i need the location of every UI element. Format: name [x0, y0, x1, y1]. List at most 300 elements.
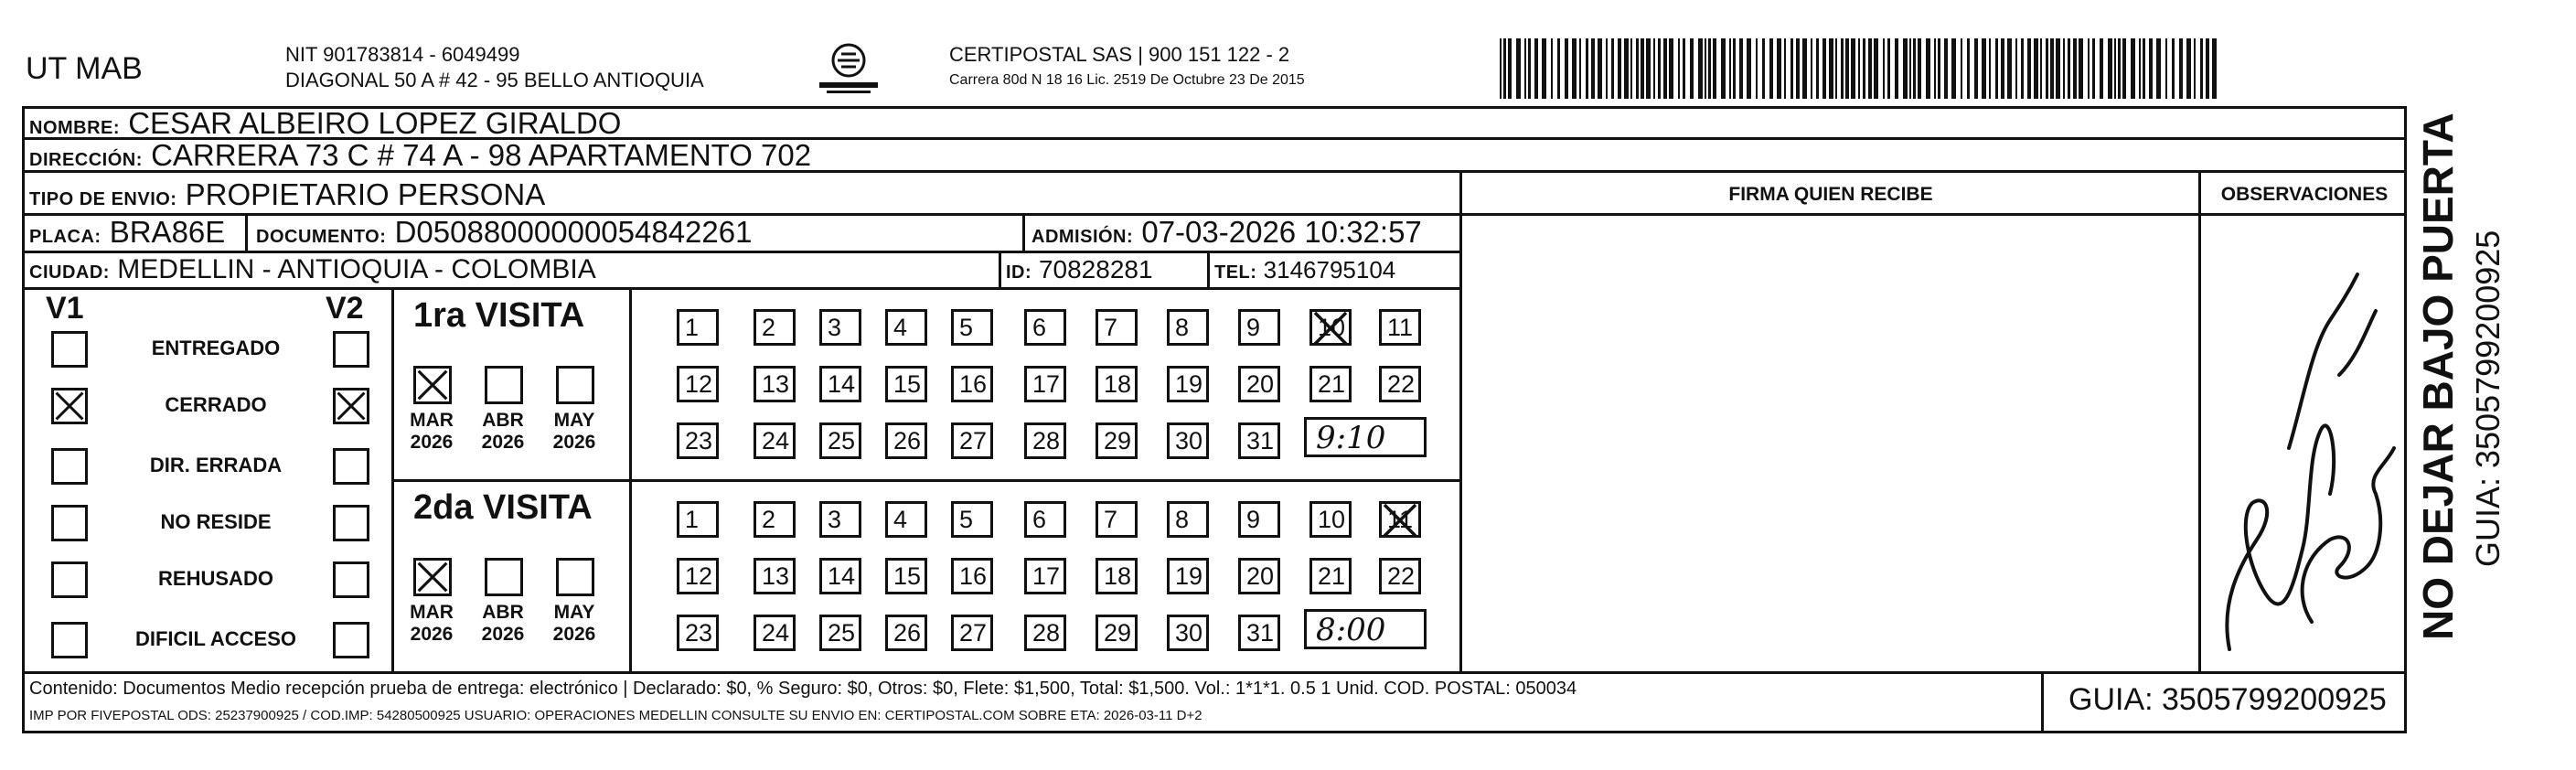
- day-number: 1: [685, 314, 700, 341]
- month-name: MAR: [410, 410, 454, 431]
- firma-column-header: FIRMA QUIEN RECIBE: [1728, 184, 1933, 205]
- day-number: 5: [959, 506, 974, 533]
- status-option-label: REHUSADO: [158, 567, 273, 590]
- barcode-bar: [1796, 38, 1800, 99]
- barcode-bar: [2027, 38, 2031, 99]
- month-name: MAR: [410, 602, 454, 623]
- barcode-bar: [1572, 38, 1577, 99]
- company-address: DIAGONAL 50 A # 42 - 95 BELLO ANTIOQUIA: [285, 69, 704, 91]
- visit-1-day-box[interactable]: [1167, 309, 1209, 346]
- visit-2-day-box[interactable]: [677, 501, 719, 538]
- visit-2-day-box[interactable]: [1096, 615, 1138, 651]
- visit-2-day-box[interactable]: [819, 615, 861, 651]
- barcode-bar: [1630, 38, 1632, 99]
- day-number: 31: [1246, 427, 1275, 455]
- day-number: 26: [893, 427, 922, 455]
- month-name: ABR: [482, 602, 524, 623]
- footer-impresion: IMP POR FIVEPOSTAL ODS: 25237900925 / COD.IMP: 54280500925 USUARIO: OPERACIONES MEDELLIN CONSULTE SU ENVIO EN: CERTIPOSTAL.COM SOBRE ETA: 2026-03-11 D+2: [29, 708, 1202, 723]
- day-number: 29: [1104, 427, 1132, 455]
- barcode-bar: [2079, 38, 2083, 99]
- day-number: 25: [828, 427, 856, 455]
- barcode-bar: [2165, 38, 2167, 99]
- barcode-bar: [2063, 38, 2065, 99]
- barcode-bar: [1951, 38, 1956, 99]
- barcode-bar: [2139, 38, 2141, 99]
- visit-1-day-box[interactable]: [1238, 309, 1280, 346]
- barcode-bar: [1816, 38, 1819, 99]
- barcode-bar: [2212, 38, 2217, 99]
- barcode-bar: [1669, 38, 1673, 99]
- visit-1-day-box[interactable]: [1379, 366, 1421, 402]
- barcode-bar: [1841, 38, 1844, 99]
- day-number: 17: [1032, 562, 1061, 590]
- v2-checkbox-2[interactable]: [333, 388, 369, 424]
- visit-1-day-box[interactable]: [1238, 366, 1280, 402]
- month-year: 2026: [552, 624, 596, 645]
- visit-time-handwritten: 9:10: [1316, 420, 1386, 456]
- visit-2-day-box[interactable]: [885, 615, 927, 651]
- direccion-value: CARRERA 73 C # 74 A - 98 APARTAMENTO 702: [151, 138, 812, 172]
- v1-checkbox-3[interactable]: [51, 448, 88, 485]
- visit-1-day-box[interactable]: [951, 309, 993, 346]
- visit-2-day-box[interactable]: [1379, 501, 1421, 538]
- day-number: 6: [1032, 314, 1047, 341]
- day-number: 9: [1246, 506, 1261, 533]
- visit-2-day-box[interactable]: [1096, 501, 1138, 538]
- barcode-bar: [2114, 38, 2116, 99]
- barcode-bar: [1646, 38, 1651, 99]
- day-number: 19: [1175, 562, 1203, 590]
- day-number: 2: [762, 314, 776, 341]
- visit-2-day-box[interactable]: [1309, 501, 1352, 538]
- barcode-bar: [1611, 38, 1614, 99]
- id-value: 70828281: [1038, 255, 1153, 283]
- side-warning-text: NO DEJAR BAJO PUERTA: [2414, 112, 2462, 640]
- field-ciudad: [29, 254, 596, 288]
- v1-checkbox-2[interactable]: [51, 388, 88, 424]
- barcode-bar: [2131, 38, 2135, 99]
- side-guia-block: [2469, 91, 2515, 567]
- barcode-bar: [2056, 38, 2060, 99]
- barcode-bar: [1995, 38, 1998, 99]
- visit-2-day-box[interactable]: [754, 558, 796, 594]
- visit-1-day-box[interactable]: [1096, 366, 1138, 402]
- visit-1-day-box[interactable]: [1096, 309, 1138, 346]
- carrier-name: CERTIPOSTAL SAS | 900 151 122 - 2: [949, 43, 1290, 66]
- day-number: 15: [893, 562, 922, 590]
- visit-1-month-label: [474, 410, 532, 454]
- day-number: 16: [959, 370, 988, 398]
- placa-value: BRA86E: [109, 215, 226, 249]
- visit-1-day-box[interactable]: [1024, 309, 1066, 346]
- certipostal-logo-icon: [812, 40, 885, 97]
- v2-checkbox-5[interactable]: [333, 561, 369, 598]
- visit-1-day-box[interactable]: [754, 422, 796, 459]
- barcode-bar: [2179, 38, 2183, 99]
- day-number: 10: [1318, 314, 1346, 341]
- tipo-label: TIPO DE ENVIO:: [29, 189, 177, 209]
- field-tipo: [29, 179, 545, 215]
- barcode-bar: [1811, 38, 1812, 99]
- visit-1-time-box[interactable]: [1304, 417, 1427, 457]
- visit-1-day-box[interactable]: [885, 309, 927, 346]
- barcode-bar: [2186, 38, 2191, 99]
- v1-checkbox-1[interactable]: [51, 331, 88, 368]
- visit-2-day-box[interactable]: [677, 558, 719, 594]
- barcode-bar: [2194, 38, 2196, 99]
- barcode-bar: [1733, 38, 1736, 99]
- barcode-bar: [1829, 38, 1833, 99]
- day-number: 23: [685, 619, 713, 647]
- visit-1-month-checkbox-2[interactable]: [485, 366, 523, 404]
- barcode-bar: [1598, 38, 1602, 99]
- barcode-bar: [2050, 38, 2054, 99]
- v1-checkbox-6[interactable]: [51, 622, 88, 658]
- visit-title-2: 2da VISITA: [413, 488, 593, 527]
- barcode-bar: [1961, 38, 1962, 99]
- month-year: 2026: [410, 432, 454, 453]
- visit-1-day-box[interactable]: [677, 309, 719, 346]
- visit-2-day-box[interactable]: [885, 501, 927, 538]
- visit-2-day-box[interactable]: [819, 558, 861, 594]
- day-number: 18: [1104, 370, 1132, 398]
- month-name: MAY: [553, 410, 595, 431]
- visit-2-month-checkbox-3[interactable]: [556, 558, 594, 596]
- barcode-bar: [1747, 38, 1751, 99]
- day-number: 24: [762, 427, 790, 455]
- status-option-label: NO RESIDE: [160, 510, 272, 533]
- signature-handwritten: [2202, 219, 2407, 668]
- day-number: 1: [685, 506, 700, 533]
- visit-1-day-box[interactable]: [1024, 366, 1066, 402]
- barcode-bar: [2108, 38, 2112, 99]
- nombre-value: CESAR ALBEIRO LOPEZ GIRALDO: [128, 106, 622, 140]
- v2-checkbox-4[interactable]: [333, 505, 369, 541]
- barcode-bar: [1913, 38, 1916, 99]
- visit-1-month-label: [402, 410, 461, 454]
- visit-1-day-box[interactable]: [951, 366, 993, 402]
- visit-2-day-box[interactable]: [951, 501, 993, 538]
- barcode-bar: [1851, 38, 1855, 99]
- visit-1-day-box[interactable]: [677, 366, 719, 402]
- day-number: 23: [685, 427, 713, 455]
- visit-1-day-box[interactable]: [819, 422, 861, 459]
- barcode-bar: [2088, 38, 2090, 99]
- v1-checkbox-5[interactable]: [51, 561, 88, 598]
- visit-2-day-box[interactable]: [1167, 615, 1209, 651]
- barcode-bar: [1542, 38, 1546, 99]
- day-number: 16: [959, 562, 988, 590]
- barcode-bar: [1618, 38, 1621, 99]
- visit-2-month-checkbox-1[interactable]: [413, 558, 452, 596]
- visit-1-day-box[interactable]: [677, 422, 719, 459]
- barcode-bar: [2118, 38, 2121, 99]
- field-tel: [1214, 254, 1395, 288]
- barcode-bar: [2068, 38, 2070, 99]
- day-number: 22: [1387, 370, 1416, 398]
- visit-1-day-box[interactable]: [885, 422, 927, 459]
- barcode-bar: [1729, 38, 1731, 99]
- visit-2-day-box[interactable]: [819, 501, 861, 538]
- nombre-label: NOMBRE:: [29, 118, 121, 138]
- barcode-bar: [1868, 38, 1872, 99]
- barcode-bar: [1641, 38, 1644, 99]
- barcode-bar: [1895, 38, 1898, 99]
- barcode-bar: [2149, 38, 2153, 99]
- field-documento: [256, 217, 752, 252]
- visit-2-day-box[interactable]: [1167, 501, 1209, 538]
- visit-1-month-checkbox-3[interactable]: [556, 366, 594, 404]
- day-number: 25: [828, 619, 856, 647]
- day-number: 7: [1104, 506, 1118, 533]
- barcode-bar: [1721, 38, 1726, 99]
- direccion-label: DIRECCIÓN:: [29, 150, 143, 170]
- barcode-bar: [1974, 38, 1978, 99]
- day-number: 19: [1175, 370, 1203, 398]
- barcode-bar: [1503, 38, 1506, 99]
- visit-2-day-box[interactable]: [951, 615, 993, 651]
- day-number: 5: [959, 314, 974, 341]
- visit-2-day-box[interactable]: [1309, 558, 1352, 594]
- barcode-bar: [1663, 38, 1667, 99]
- day-number: 13: [762, 370, 790, 398]
- day-number: 8: [1175, 314, 1190, 341]
- day-number: 12: [685, 370, 713, 398]
- barcode-bar: [2046, 38, 2048, 99]
- day-number: 9: [1246, 314, 1261, 341]
- company-nit: NIT 901783814 - 6049499: [285, 43, 520, 66]
- visit-2-day-box[interactable]: [677, 615, 719, 651]
- documento-value: D05088000000054842261: [394, 215, 753, 249]
- visit-2-day-box[interactable]: [1238, 558, 1280, 594]
- side-guia-text: GUIA: 3505799200925: [2469, 230, 2507, 567]
- barcode-bar: [2206, 38, 2209, 99]
- day-number: 12: [685, 562, 713, 590]
- day-number: 22: [1387, 562, 1416, 590]
- status-option-label: DIFICIL ACCESO: [134, 627, 296, 650]
- day-number: 27: [959, 427, 988, 455]
- observaciones-column-header: OBSERVACIONES: [2220, 184, 2389, 205]
- day-number: 18: [1104, 562, 1132, 590]
- barcode-bar: [1739, 38, 1743, 99]
- visit-1-day-box[interactable]: [951, 422, 993, 459]
- barcode-bar: [1606, 38, 1608, 99]
- month-year: 2026: [481, 432, 525, 453]
- visit-1-day-box[interactable]: [754, 366, 796, 402]
- tel-label: TEL:: [1214, 262, 1257, 283]
- day-number: 28: [1032, 427, 1061, 455]
- barcode-bar: [1784, 38, 1786, 99]
- visit-2-day-box[interactable]: [754, 615, 796, 651]
- month-year: 2026: [552, 432, 596, 453]
- month-name: ABR: [482, 410, 524, 431]
- visit-2-day-box[interactable]: [1024, 501, 1066, 538]
- visit-2-time-box[interactable]: [1304, 609, 1427, 649]
- day-number: 10: [1318, 506, 1346, 533]
- field-placa: [29, 217, 225, 252]
- barcode-bar: [1565, 38, 1568, 99]
- visit-1-day-box[interactable]: [819, 366, 861, 402]
- v2-checkbox-3[interactable]: [333, 448, 369, 485]
- barcode-bar: [1887, 38, 1890, 99]
- visit-1-day-box[interactable]: [885, 366, 927, 402]
- visit-1-day-box[interactable]: [1096, 422, 1138, 459]
- visit-1-day-box[interactable]: [1167, 422, 1209, 459]
- day-number: 4: [893, 314, 908, 341]
- barcode-bar: [1802, 38, 1807, 99]
- visit-2-day-box[interactable]: [951, 558, 993, 594]
- visit-2-day-box[interactable]: [1238, 501, 1280, 538]
- barcode-bar: [1989, 38, 1991, 99]
- barcode-bar: [2001, 38, 2004, 99]
- visit-1-day-box[interactable]: [1379, 309, 1421, 346]
- admision-label: ADMISIÓN:: [1031, 227, 1134, 247]
- day-number: 4: [893, 506, 908, 533]
- visit-2-day-box[interactable]: [1379, 558, 1421, 594]
- barcode-bar: [1591, 38, 1595, 99]
- visit-2-day-box[interactable]: [1238, 615, 1280, 651]
- day-number: 11: [1387, 506, 1414, 533]
- barcode-bar: [2200, 38, 2203, 99]
- visit-2-month-checkbox-2[interactable]: [485, 558, 523, 596]
- barcode-bar: [2172, 38, 2175, 99]
- v1-checkbox-4[interactable]: [51, 505, 88, 541]
- visit-1-day-box[interactable]: [1309, 366, 1352, 402]
- day-number: 7: [1104, 314, 1118, 341]
- barcode-bar: [1683, 38, 1685, 99]
- barcode-bar: [1967, 38, 1970, 99]
- month-year: 2026: [410, 624, 454, 645]
- barcode-bar: [1777, 38, 1781, 99]
- barcode-bar: [1678, 38, 1680, 99]
- day-number: 3: [828, 314, 842, 341]
- visit-2-day-box[interactable]: [885, 558, 927, 594]
- barcode-bar: [1551, 38, 1553, 99]
- barcode-bar: [1713, 38, 1716, 99]
- day-number: 8: [1175, 506, 1190, 533]
- day-number: 26: [893, 619, 922, 647]
- visit-time-handwritten: 8:00: [1316, 612, 1386, 648]
- barcode-bar: [2040, 38, 2042, 99]
- day-number: 21: [1318, 562, 1346, 590]
- documento-label: DOCUMENTO:: [256, 227, 387, 247]
- barcode-bar: [2143, 38, 2145, 99]
- day-number: 28: [1032, 619, 1061, 647]
- barcode-bar: [2092, 38, 2095, 99]
- v2-checkbox-6[interactable]: [333, 622, 369, 658]
- tel-value: 3146795104: [1263, 256, 1396, 283]
- visit-title-1: 1ra VISITA: [413, 296, 585, 335]
- day-number: 11: [1387, 314, 1414, 341]
- barcode-bar: [2156, 38, 2161, 99]
- day-number: 6: [1032, 506, 1047, 533]
- ciudad-value: MEDELLIN - ANTIOQUIA - COLOMBIA: [117, 254, 596, 284]
- barcode-bar: [2021, 38, 2024, 99]
- month-year: 2026: [481, 624, 525, 645]
- barcode-bar: [1822, 38, 1826, 99]
- status-option-label: CERRADO: [165, 393, 267, 416]
- barcode-bar: [1534, 38, 1538, 99]
- day-number: 21: [1318, 370, 1346, 398]
- barcode-bar: [1586, 38, 1588, 99]
- barcode-bar: [1528, 38, 1531, 99]
- status-option-label: ENTREGADO: [151, 337, 281, 359]
- company-name: UT MAB: [26, 51, 143, 86]
- barcode-bar: [1698, 38, 1703, 99]
- visit-1-day-box[interactable]: [1167, 366, 1209, 402]
- day-number: 20: [1246, 370, 1275, 398]
- footer-guia: GUIA: 3505799200925: [2068, 682, 2387, 717]
- visit-1-day-box[interactable]: [1024, 422, 1066, 459]
- barcode: [1500, 38, 2224, 99]
- admision-value: 07-03-2026 10:32:57: [1141, 215, 1422, 249]
- barcode-bar: [1636, 38, 1639, 99]
- barcode-bar: [1524, 38, 1526, 99]
- v1-header: V1: [46, 291, 84, 326]
- barcode-bar: [1858, 38, 1860, 99]
- barcode-bar: [1756, 38, 1758, 99]
- day-number: 29: [1104, 619, 1132, 647]
- barcode-bar: [2015, 38, 2017, 99]
- barcode-bar: [1769, 38, 1773, 99]
- visit-2-day-box[interactable]: [1096, 558, 1138, 594]
- barcode-bar: [1500, 38, 1502, 99]
- visit-2-day-box[interactable]: [754, 501, 796, 538]
- barcode-bar: [2073, 38, 2077, 99]
- visit-1-month-checkbox-1[interactable]: [413, 366, 452, 404]
- visit-2-month-label: [402, 602, 461, 646]
- barcode-bar: [1653, 38, 1655, 99]
- v2-checkbox-1[interactable]: [333, 331, 369, 368]
- day-number: 27: [959, 619, 988, 647]
- barcode-bar: [1658, 38, 1661, 99]
- barcode-bar: [1918, 38, 1921, 99]
- visit-1-day-box[interactable]: [819, 309, 861, 346]
- barcode-bar: [1690, 38, 1694, 99]
- barcode-bar: [1762, 38, 1765, 99]
- barcode-bar: [1926, 38, 1930, 99]
- barcode-bar: [1705, 38, 1706, 99]
- barcode-bar: [1624, 38, 1629, 99]
- barcode-bar: [2034, 38, 2038, 99]
- barcode-bar: [1982, 38, 1986, 99]
- visit-2-day-box[interactable]: [1024, 615, 1066, 651]
- visit-1-day-box[interactable]: [1238, 422, 1280, 459]
- barcode-bar: [1557, 38, 1560, 99]
- barcode-bar: [1835, 38, 1837, 99]
- field-id: [1006, 254, 1153, 288]
- day-number: 30: [1175, 619, 1203, 647]
- barcode-bar: [1909, 38, 1911, 99]
- placa-label: PLACA:: [29, 227, 102, 247]
- barcode-bar: [2007, 38, 2012, 99]
- id-label: ID:: [1006, 262, 1032, 283]
- footer-contenido: Contenido: Documentos Medio recepción prueba de entrega: electrónico | Declarado: $0, % Seguro: $0, Otros: $0, Flete: $1,500, Total: $1,500. Vol.: 1*1*1. 0.5 1 Unid. COD. POSTAL: 050034: [29, 679, 1577, 699]
- visit-2-day-box[interactable]: [1024, 558, 1066, 594]
- visit-2-day-box[interactable]: [1167, 558, 1209, 594]
- visit-1-day-box[interactable]: [754, 309, 796, 346]
- field-admision: [1031, 217, 1422, 252]
- barcode-bar: [1944, 38, 1948, 99]
- day-number: 20: [1246, 562, 1275, 590]
- barcode-bar: [2122, 38, 2126, 99]
- barcode-bar: [1845, 38, 1849, 99]
- visit-1-day-box[interactable]: [1309, 309, 1352, 346]
- status-option-label: DIR. ERRADA: [149, 454, 283, 476]
- barcode-bar: [1938, 38, 1940, 99]
- day-number: 15: [893, 370, 922, 398]
- v2-header: V2: [326, 291, 364, 326]
